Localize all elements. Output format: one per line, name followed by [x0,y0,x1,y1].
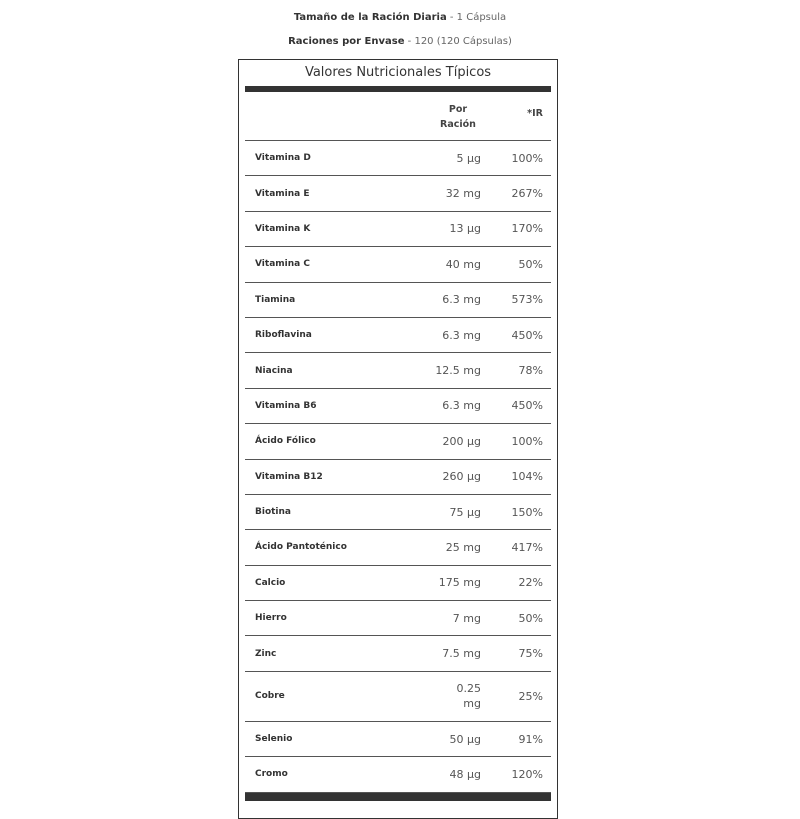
nutrient-amount: 175 mg [438,576,481,590]
table-row [245,722,551,757]
nutrient-ir: 170% [511,222,543,236]
column-header-per-serving-line1: Por [448,104,468,115]
nutrient-ir: 150% [511,505,543,519]
nutrient-amount: 12.5 mg [435,364,481,378]
nutrient-ir: 25% [518,689,543,703]
nutrient-name: Vitamina D [255,153,311,164]
column-header-per-serving [415,102,501,132]
nutrient-name: Vitamina B6 [255,400,317,411]
nutrient-ir: 450% [511,328,543,342]
nutrient-name: Riboflavina [255,330,312,341]
nutrient-ir: 104% [511,470,543,484]
table-row [245,176,551,211]
nutrient-ir: 100% [511,434,543,448]
nutrient-amount: 6.3 mg [442,293,481,307]
nutrient-name: Hierro [255,613,287,624]
serving-size-value: - 1 Cápsula [446,12,507,23]
nutrient-amount: 200 µg [442,434,481,448]
nutrient-amount: 32 mg [445,187,481,201]
servings-label: Raciones por Envase [288,36,405,47]
table-row [245,318,551,353]
nutrient-name: Selenio [255,734,293,745]
table-row [245,353,551,388]
nutrient-name: Niacina [255,365,293,376]
table-row [245,283,551,318]
nutrient-ir: 75% [518,647,543,661]
servings-per-container-line [0,36,800,47]
servings-value: - 120 (120 Cápsulas) [404,36,512,47]
table-row [245,672,551,722]
nutrient-name: Tiamina [255,294,296,305]
nutrient-name: Calcio [255,577,286,588]
column-header-per-serving-line2: Ración [440,119,476,130]
nutrient-amount: 6.3 mg [442,328,481,342]
nutrient-name: Biotina [255,507,291,518]
nutrient-amount: 75 µg [449,505,481,519]
serving-size-label: Tamaño de la Ración Diaria [293,12,447,23]
nutrient-amount: 0.25 mg [456,682,481,711]
nutrient-name: Cromo [255,769,288,780]
nutrient-name: Ácido Pantoténico [255,542,347,553]
nutrient-ir: 50% [518,611,543,625]
table-row [245,636,551,671]
nutrient-ir: 417% [511,540,543,554]
nutrient-ir: 100% [511,151,543,165]
nutrient-amount: 25 mg [445,540,481,554]
table-row [245,141,551,176]
table-row [245,460,551,495]
table-row [245,424,551,459]
nutrient-ir: 50% [518,257,543,271]
nutrient-amount: 13 µg [449,222,481,236]
nutrient-ir: 78% [518,364,543,378]
nutrient-ir: 573% [511,293,543,307]
table-row [245,212,551,247]
nutrient-ir: 22% [518,576,543,590]
nutrient-amount: 6.3 mg [442,399,481,413]
table-row [245,495,551,530]
nutrient-ir: 450% [511,399,543,413]
table-title: Valores Nutricionales Típicos [304,65,492,80]
nutrient-amount: 260 µg [442,470,481,484]
table-row [245,389,551,424]
nutrient-ir: 91% [518,732,543,746]
nutrient-amount: 7 mg [452,611,481,625]
nutrient-name: Vitamina C [255,259,310,270]
nutrient-ir: 267% [511,187,543,201]
nutrient-ir: 120% [511,767,543,781]
nutrient-name: Vitamina E [255,188,310,199]
table-row [245,566,551,601]
nutrient-amount: 48 µg [449,767,481,781]
nutrient-name: Vitamina B12 [255,471,323,482]
nutrient-name: Ácido Fólico [255,436,316,447]
nutrient-amount: 40 mg [445,257,481,271]
table-row [245,530,551,565]
nutrition-table [238,59,558,819]
nutrient-amount: 50 µg [449,732,481,746]
serving-size-line [0,12,800,23]
nutrient-name: Cobre [255,691,285,702]
nutrient-amount: 7.5 mg [442,647,481,661]
nutrient-name: Vitamina K [255,223,311,234]
table-body [245,141,551,793]
column-header-ir: *IR [527,108,543,119]
nutrient-name: Zinc [255,648,277,659]
table-row [245,601,551,636]
nutrient-amount: 5 µg [456,151,481,165]
table-header-row [245,92,551,141]
table-row [245,757,551,792]
table-row [245,247,551,282]
